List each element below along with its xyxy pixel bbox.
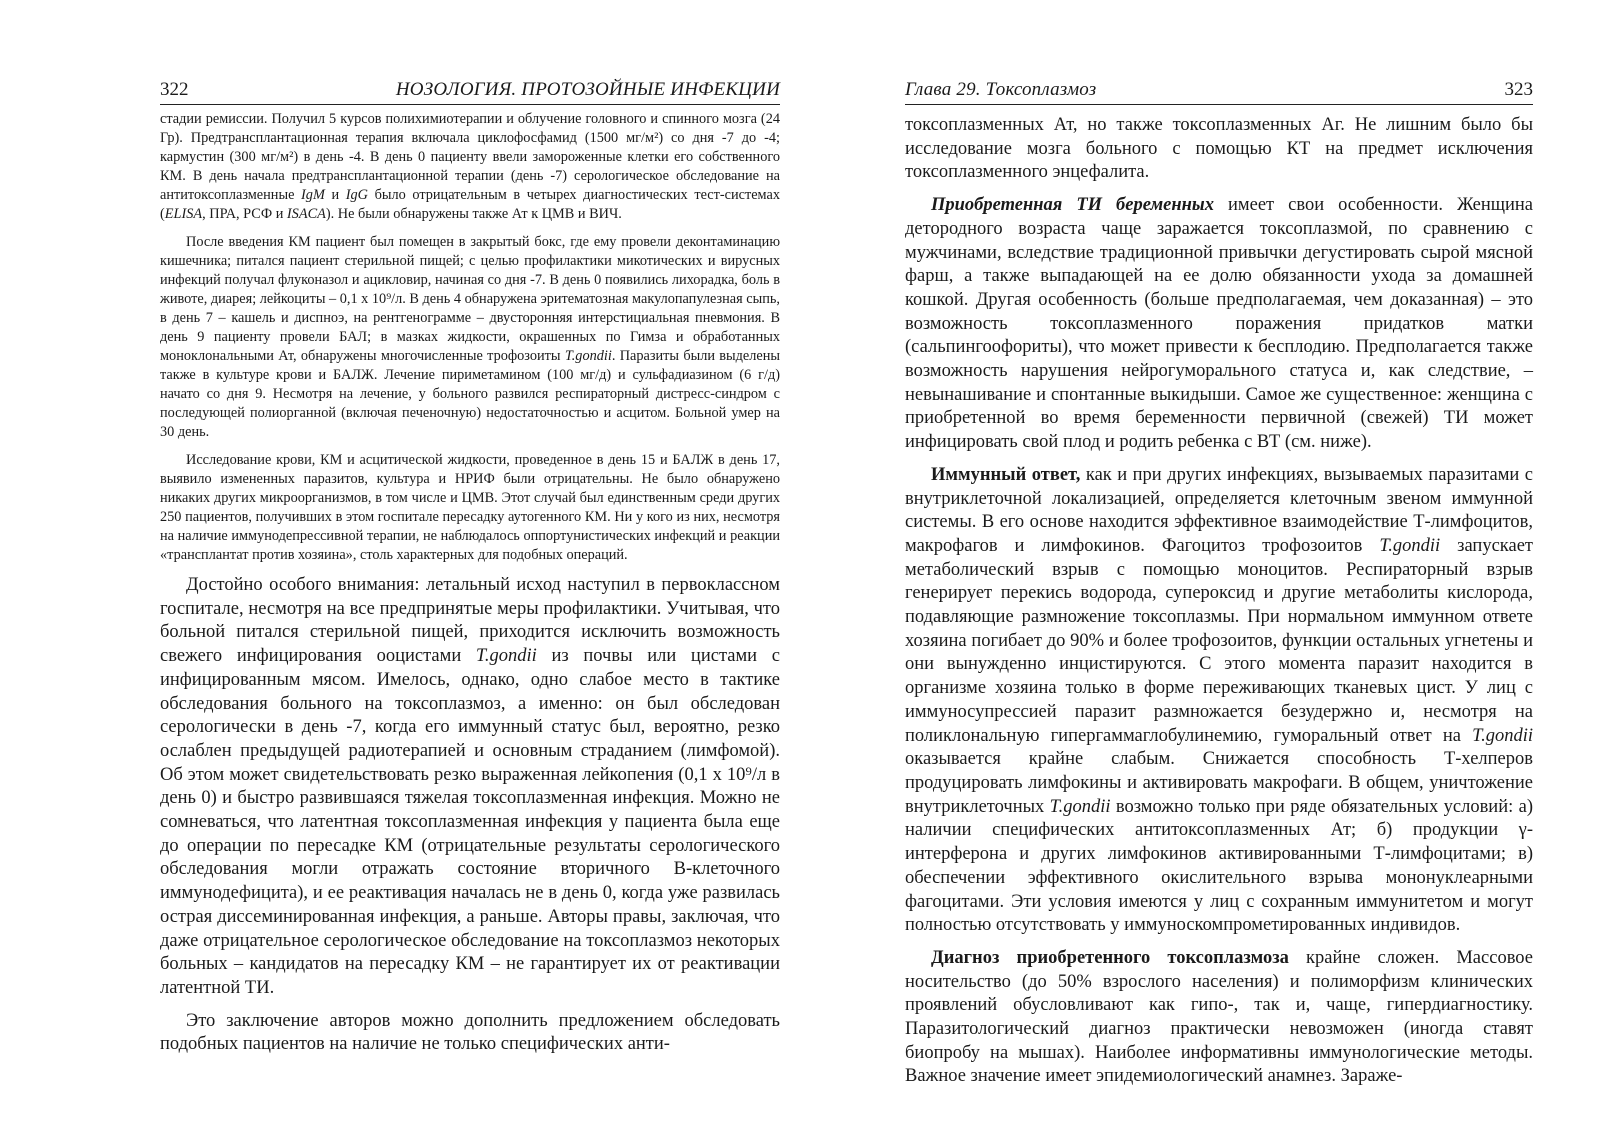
paragraph-heading: Приобретенная ТИ беременных [931,195,1214,216]
page-number: 323 [1504,79,1533,100]
left-page-body [160,110,780,1066]
paragraph: Диагноз приобретенного токсоплазмоза крайне сложен. Массовое носительство (до 50% взрослого населения) и полиморфизм клинических проявлений обусловливают как гипо-, так и, чаще, гипердиагностику. Паразитологический диагноз практически невозможен (иногда ставят биопробу на мышах). Наиболее информативны иммунологические методы. Важное значение имеет эпидемиологический анамнез. Зараже- [905,947,1533,1087]
paragraph: Приобретенная ТИ беременных имеет свои особенности. Женщина детородного возраста чаще заражается токсоплазмой, по сравнению с мужчинами, вследствие традиционной привычки дегустировать сырой мясной фарш, а также выпадающей на ее долю обязанности ухода за домашней кошкой. Другая особенность (больше предполагаемая, чем доказанная) – это возможность токсоплазменного поражения придатков матки (сальпингоофориты), что может привести к бесплодию. Предполагается также возможность нарушения нейрогуморального статуса и, как следствие, – невынашивание и спонтанные выкидыши. Самое же существенное: женщина с приобретенной во время беременности первичной (свежей) ТИ может инфицировать свой плод и родить ребенка с ВТ (см. ниже). [905,195,1534,453]
page-header [905,78,1533,105]
running-head: Глава 29. Токсоплазмоз [905,79,1097,100]
right-page-body [905,114,1533,1098]
paragraph: После введения КМ пациент был помещен в закрытый бокс, где ему провели деконтаминацию кишечника; питался пациент стерильной пищей; с целью профилактики микотических и вирусных инфекций получал флуконазол и ацикловир, начиная со дня -7. В день 0 появились лихорадка, боль в животе, диарея; лейкоциты – 0,1 х 10⁹/л. В день 4 обнаружена эритематозная макулопапулезная сыпь, в день 7 – кашель и диспноэ, на рентгенограмме – двусторонняя интерстициальная пневмония. В день 9 пациенту провели БАЛ; в мазках жидкости, окрашенных по Гимза и обработанных моноклональными Ат, обнаружены многочисленные трофозоиты T.gondii. Паразиты были выделены также в культуре крови и БАЛЖ. Лечение пириметамином (100 мг/д) и сульфадиазином (6 г/д) начато со дня 9. Несмотря на лечение, у больного развился респираторный дистресс-синдром с последующей полиорганной (включая печеночную) недостаточностью и асцитом. Больной умер на 30 день. [160,234,780,440]
page-number: 322 [160,79,189,100]
page-header [160,78,780,105]
paragraph: Достойно особого внимания: летальный исход наступил в первоклассном госпитале, несмотря на все предпринятые меры профилактики. Учитывая, что больной питался стерильной пищей, приходится исключить возможность свежего инфицирования ооцистами T.gondii из почвы или цистами с инфицированным мясом. Имелось, однако, одно слабое место в тактике обследования больного на токсоплазмоз, а именно: он был обследован серологически в день -7, когда его иммунный статус был, вероятно, резко ослаблен предыдущей радиотерапией и основным страданием (лимфомой). Об этом может свидетельствовать резко выраженная лейкопения (0,1 х 10⁹/л в день 0) и быстро развившаяся тяжелая токсоплазменная инфекция. Можно не сомневаться, что латентная токсоплазменная инфекция у пациента была еще до операции по пересадке КМ (отрицательные результаты серологического обследования могли отражать состояние вторичного В-клеточного иммунодефицита), и ее реактивация началась не в день 0, когда уже развилась острая диссеминированная инфекция, а раньше. Авторы правы, заключая, что даже отрицательное серологическое обследование на токсоплазмоз некоторых больных – кандидатов на пересадку КМ – не гарантирует их от реактивации латентной ТИ. [160,575,780,998]
case-report-block [160,110,780,565]
right-page [800,0,1600,1135]
paragraph: Исследование крови, КМ и асцитической жидкости, проведенное в день 15 и БАЛЖ в день 17, выявило измененных паразитов, культура и НРИФ были отрицательны. Не было обнаружено никаких других микроорганизмов, в том числе и ЦМВ. Этот случай был единственным среди других 250 пациентов, получивших в этом госпитале пересадку аутогенного КМ. Ни у кого из них, несмотря на наличие иммунодепрессивной терапии, не наблюдалось оппортунистических инфекций и реакции «трансплантат против хозяина», столь характерных для подобных операций. [160,452,780,563]
paragraph-heading: Диагноз приобретенного токсоплазмоза [931,947,1289,968]
paragraph: стадии ремиссии. Получил 5 курсов полихимиотерапии и облучение головного и спинного мозга (24 Гр). Предтрансплантационная терапия включала циклофосфамид (1500 мг/м²) со дня -7 до -4; кармустин (300 мг/м²) в день -4. В день 0 пациенту ввели замороженные клетки его собственного КМ. В день начала предтрансплантационной терапии (день -7) серологическое обследование на антитоксоплазменные IgM и IgG было отрицательным в четырех диагностических тест-системах (ELISA, ПРА, РСФ и ISACA). Не были обнаружены также Ат к ЦМВ и ВИЧ. [160,111,780,222]
main-text-block [160,574,780,1057]
left-page [0,0,790,1135]
running-head: НОЗОЛОГИЯ. ПРОТОЗОЙНЫЕ ИНФЕКЦИИ [395,79,780,100]
paragraph: токсоплазменных Ат, но также токсоплазменных Аг. Не лишним было бы исследование мозга больного с помощью КТ на предмет исключения токсоплазменного энцефалита. [905,115,1533,183]
paragraph: Иммунный ответ, как и при других инфекциях, вызываемых паразитами с внутриклеточной локализацией, определяется клеточным звеном иммунной системы. В его основе находится эффективное взаимодействие Т-лимфоцитов, макрофагов и лимфокинов. Фагоцитоз трофозоитов T.gondii запускает метаболический взрыв с помощью моноцитов. Респираторный взрыв генерирует перекись водорода, супероксид и другие метаболиты кислорода, подавляющие размножение токсоплазмы. При нормальном иммунном ответе хозяина погибает до 90% и более трофозоитов, функции остальных угнетены и они вынужденно инцистируются. С этого момента паразит находится в организме хозяина только в форме переживающих тканевых цист. У лиц с иммуносупрессией паразит размножается безудержно и, несмотря на поликлональную гипергаммаглобулинемию, гуморальный ответ на T.gondii оказывается крайне слабым. Снижается способность Т-хелперов продуцировать лимфокины и активировать макрофаги. В общем, уничтожение внутриклеточных T.gondii возможно только при ряде обязательных условий: а) наличии специфических антитоксоплазменных Ат; б) продукции γ-интерферона и других лимфокинов активированными Т-лимфоцитами; в) обеспечении эффективного окислительного взрыва мононуклеарными фагоцитами. Эти условия имеются у лиц с сохранным иммунитетом и могут полностью отсутствовать у иммуноскомпрометированных индивидов. [905,464,1533,936]
paragraph-heading: Иммунный ответ, [931,464,1081,485]
paragraph: Это заключение авторов можно дополнить предложением обследовать подобных пациентов на наличие не только специфических анти- [160,1010,780,1055]
